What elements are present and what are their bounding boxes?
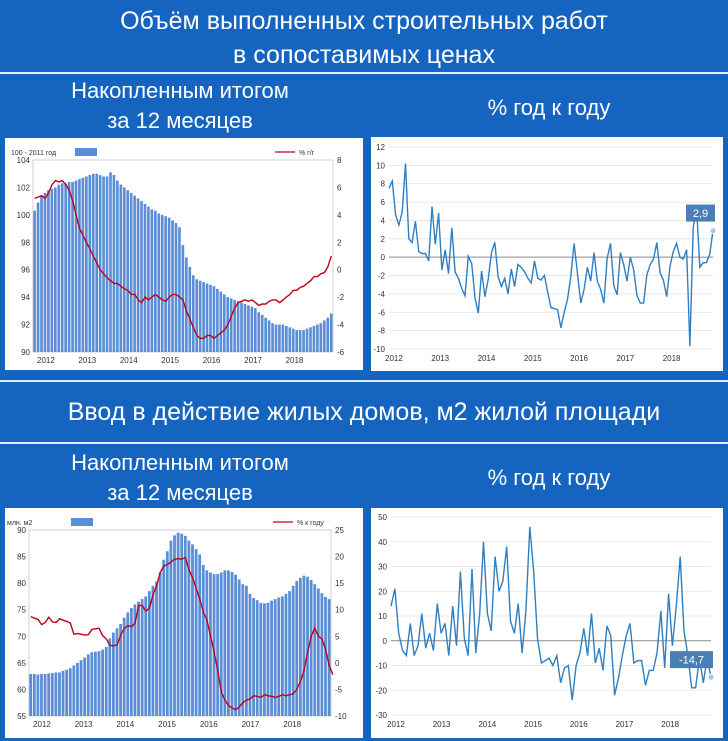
bar [195,549,198,716]
y-right-tick-label: 6 [337,183,342,193]
bar [69,668,72,716]
y-left-tick-label: 60 [17,685,26,695]
bar [54,672,57,716]
y-right-tick-label: 25 [335,526,344,535]
bar [330,314,333,352]
bar [223,294,226,352]
y-tick-label: 20 [378,587,387,597]
construction-cumulative-panel [5,138,363,370]
y-tick-label: 12 [376,143,385,152]
bar [306,329,309,352]
bar [209,573,212,716]
legend-right-label: % г/г [299,150,315,157]
y-left-tick-label: 90 [17,526,26,535]
y-right-tick-label: -10 [335,712,347,721]
value-callout-label: -14,7 [678,654,705,667]
y-left-tick-label: 55 [17,712,26,721]
bar [295,581,298,716]
bar [137,602,140,716]
bar [209,285,212,352]
y-right-tick-label: 20 [335,552,344,562]
x-tick-label: 2017 [615,720,634,729]
last-point-marker [710,228,716,234]
bar [57,185,60,352]
bar [259,603,262,716]
bar [213,286,216,352]
bar [47,673,50,716]
y-tick-label: -8 [377,326,385,336]
bar [216,289,219,352]
bar [241,584,244,716]
y-left-tick-label: 98 [21,238,30,248]
last-point-marker [708,674,714,680]
bar [58,672,61,716]
bar [147,207,150,352]
legend-left-label: млн. м2 [7,520,33,527]
x-tick-label: 2014 [478,720,497,729]
bar [261,315,264,352]
bar [299,578,302,716]
x-tick-label: 2015 [524,720,542,729]
bar [141,599,144,716]
bar [47,190,50,352]
y-right-tick-label: -5 [335,685,343,695]
bar [88,175,91,352]
bar [303,576,306,716]
bar [302,330,305,352]
bar [82,178,85,352]
bar [247,305,250,352]
bar [326,318,329,352]
y-left-tick-label: 65 [17,658,26,668]
bar [223,570,226,716]
bar [237,301,240,352]
y-tick-label: 0 [382,636,387,646]
legend-bar-swatch [71,518,93,526]
bar [140,201,143,352]
bar [264,318,267,352]
bar [263,603,266,716]
y-right-tick-label: -2 [337,293,345,303]
bar [44,674,47,716]
x-tick-label: 2015 [158,720,176,729]
bar [254,308,257,352]
y-left-tick-label: 70 [17,632,26,642]
bar [175,223,178,352]
x-tick-label: 2018 [662,354,681,363]
bar [123,187,126,352]
x-tick-label: 2013 [74,720,93,729]
bar [155,582,158,716]
bar [130,193,133,352]
bar [191,544,194,716]
bar [178,227,181,352]
bar [282,325,285,352]
bar [94,652,97,716]
section2-left-heading: Накопленным итогом за 12 месяцев [71,450,289,505]
y-tick-label: -10 [373,345,385,354]
y-left-tick-label: 80 [17,579,26,589]
bar [123,618,126,716]
bar [113,175,116,352]
bar [144,596,147,716]
x-tick-label: 2017 [616,354,635,363]
construction-yoy-panel [371,137,723,371]
bar [105,647,108,716]
section1-right-heading: % год к году [487,95,611,120]
y-tick-label: 10 [376,161,385,171]
housing-yoy-chart [371,508,723,738]
bar [54,187,57,352]
bar [313,584,316,716]
bar [65,670,68,716]
section1-title: Объём выполненных строительных работ в сопоставимых ценах [120,7,608,69]
y-right-tick-label: 10 [335,605,344,615]
x-tick-label: 2016 [202,356,221,365]
y-tick-label: -2 [377,271,385,281]
y-right-tick-label: 2 [337,238,342,248]
y-left-tick-label: 85 [17,552,26,562]
bar [51,673,54,716]
bar [51,189,54,352]
bar [90,652,93,716]
bar [133,196,136,352]
bar [99,175,102,352]
bar [159,573,162,716]
bar [102,176,105,352]
bar [168,218,171,352]
bar [216,574,219,716]
section2-title: Ввод в действие жилых домов, м2 жилой площади [67,398,661,426]
bar [87,654,90,716]
bar [161,215,164,352]
bar [205,570,208,716]
y-left-tick-label: 102 [16,183,30,193]
section1-left-heading: Накопленным итогом за 12 месяцев [71,78,289,133]
bar [309,327,312,352]
bar [227,570,230,716]
x-tick-label: 2017 [241,720,260,729]
bar [271,323,274,352]
bar [202,565,205,716]
x-tick-label: 2013 [432,720,451,729]
bar [166,551,169,716]
bar [234,575,237,716]
bar [238,579,241,716]
y-right-tick-label: -4 [337,320,345,330]
x-tick-label: 2015 [161,356,180,365]
bar [321,593,324,716]
bar [170,541,173,716]
bar [288,591,291,716]
bar [173,535,176,716]
y-tick-label: 30 [378,562,387,572]
bar [192,275,195,352]
bar [36,675,39,716]
y-left-tick-label: 90 [21,348,30,357]
y-tick-label: 4 [380,216,385,226]
y-left-tick-label: 75 [17,605,26,615]
bar [292,329,295,352]
x-tick-label: 2015 [523,354,542,363]
bar [240,303,243,352]
y-right-tick-label: 4 [337,210,342,220]
y-right-tick-label: 15 [335,579,344,589]
bar [199,281,202,352]
bar [313,326,316,352]
bar [33,211,36,352]
bar [285,326,288,352]
bar [33,674,36,716]
y-tick-label: 0 [380,253,385,263]
bar [288,327,291,352]
bar [278,325,281,352]
series-line [391,527,711,700]
housing-cumulative-chart [5,508,363,738]
bar [180,534,183,716]
bar [40,674,43,716]
bar [151,209,154,352]
bar [137,198,140,352]
y-tick-label: 6 [380,198,385,208]
bar [98,651,101,716]
bar [270,601,273,716]
bar [323,320,326,352]
bar [83,658,86,716]
bar [68,182,71,352]
bar [29,674,32,716]
section2-right-heading: % год к году [487,465,611,490]
bar [206,283,209,352]
bar [275,325,278,352]
y-tick-label: 50 [378,513,387,522]
bar [177,533,180,716]
value-callout-label: 2,9 [692,208,709,221]
bar [285,594,288,716]
bar [62,671,65,716]
y-right-tick-label: 0 [335,658,340,668]
x-tick-label: 2018 [661,720,680,729]
construction-cumulative-chart [5,138,363,370]
x-tick-label: 2014 [477,354,496,363]
bar [185,257,188,352]
bar [130,608,133,716]
y-tick-label: -10 [375,661,387,671]
construction-yoy-chart [371,137,723,371]
bar [40,197,43,352]
x-tick-label: 2013 [431,354,450,363]
bar [292,586,295,716]
x-tick-label: 2018 [283,720,302,729]
x-tick-label: 2014 [119,356,138,365]
bar [152,586,155,716]
bar [188,267,191,352]
y-left-tick-label: 96 [21,265,30,275]
x-tick-label: 2012 [385,354,403,363]
x-tick-label: 2016 [569,720,588,729]
bar [320,323,323,352]
bar [116,181,119,352]
bar [76,663,79,716]
y-right-tick-label: 0 [337,265,342,275]
bar [61,183,64,352]
bar [268,320,271,352]
y-left-tick-label: 92 [21,320,30,330]
y-tick-label: 8 [380,179,385,189]
bar [230,299,233,352]
x-tick-label: 2018 [285,356,304,365]
x-tick-label: 2012 [387,720,405,729]
bar [108,638,111,716]
bar [251,307,254,352]
legend-left-label: 100 - 2011 год [11,150,57,157]
y-tick-label: 10 [378,612,387,621]
bar [257,312,260,352]
bar [72,666,75,716]
y-tick-label: -6 [377,308,385,318]
y-tick-label: -4 [377,289,385,299]
bar [162,560,165,716]
bar [245,586,248,716]
bar [299,330,302,352]
y-left-tick-label: 94 [21,293,30,303]
bar [220,292,223,352]
bar [295,330,298,352]
x-tick-label: 2016 [570,354,588,363]
y-left-tick-label: 100 [16,210,30,220]
bar [37,203,40,352]
bar [157,213,160,352]
y-left-tick-label: 104 [16,156,30,165]
bar [144,204,147,352]
housing-cumulative-panel [5,508,363,738]
legend-right-label: % к году [297,520,324,527]
bar [75,181,78,352]
bar [154,211,157,352]
x-tick-label: 2014 [116,720,135,729]
bar [277,597,280,716]
y-right-tick-label: 8 [337,156,342,165]
bar [78,179,81,352]
y-tick-label: 40 [378,537,387,547]
bar [126,190,129,352]
y-tick-label: 2 [380,234,385,244]
x-tick-label: 2012 [37,356,55,365]
x-tick-label: 2013 [78,356,97,365]
bar [85,176,88,352]
bar [171,220,174,352]
bar [310,580,313,716]
bar [44,193,47,352]
bar [328,599,331,716]
bar [252,598,255,716]
x-tick-label: 2017 [244,356,262,365]
series-line [389,164,713,347]
bar [244,304,247,352]
bar [316,325,319,352]
bar [281,596,284,716]
bar [106,176,109,352]
bar [64,183,67,352]
bar [267,603,270,716]
bar [71,182,74,352]
divider [0,72,728,74]
bar [274,599,277,716]
y-tick-label: -30 [375,711,387,720]
legend-bar-swatch [75,148,97,156]
x-tick-label: 2016 [199,720,218,729]
bar [231,572,234,716]
y-right-tick-label: 5 [335,632,340,642]
bar [126,612,129,716]
x-tick-label: 2012 [33,720,51,729]
bar [101,650,104,716]
housing-yoy-panel [371,508,723,738]
bar [256,600,259,716]
bar [202,282,205,352]
bar [198,554,201,716]
bar [109,172,112,352]
divider [0,442,728,444]
bar [120,185,123,352]
bar [164,216,167,352]
bar [195,279,198,352]
bar [317,588,320,716]
y-tick-label: -20 [375,686,387,696]
y-right-tick-label: -6 [337,348,345,357]
bar [92,174,95,352]
bar [80,660,83,716]
